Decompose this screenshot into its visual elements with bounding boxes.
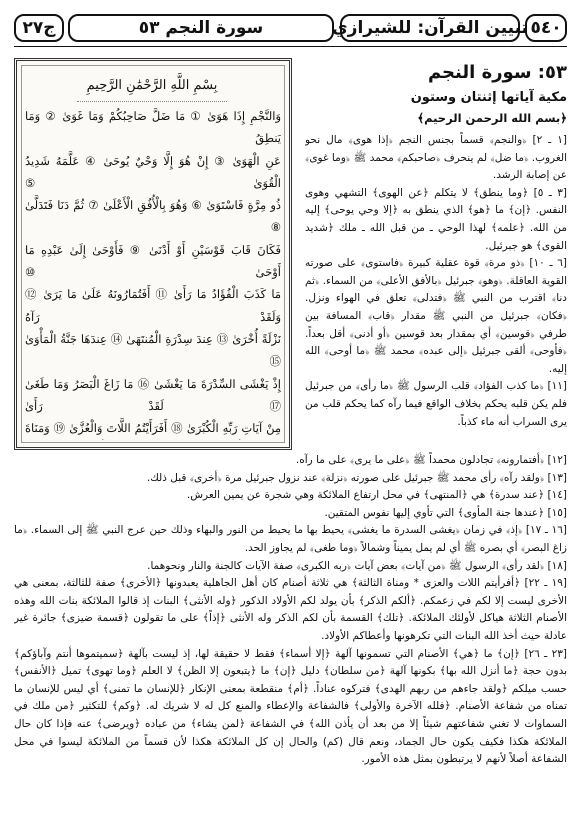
commentary-paragraph: [١٢] ﴿أفتمارونه﴾ تجادلون محمداً ﷺ ﴿على ما يرى﴾ على ما رآه. <box>295 454 567 466</box>
commentary-paragraph: [١٩ ـ ٢٢] ﴿أفرأيتم اللات والعزى * ومناة الثالثة﴾ هي ثلاثة أصنام كان أهل الجاهلية يعبدونها ﴿الأخرى﴾ صفة للثالثة، بمعنى هي الأخرى ليست إلا لكم في زعمكم. ﴿ألكم الذكر﴾ بأن يولد لكم الأولاد الذكور ﴿وله الأنثى﴾ البنات إذ قالوا الملائكة بنات الله وهذه الأصنام الثلاثة هياكل لأولئك الملائكة. ﴿تلك﴾ القسمة بأن لكم الذكر وله الأنثى ﴿إذاً﴾ على ما تقولون ﴿قسمة ضيزى﴾ جائرة غير عادلة حيث أخذ الله البنات التي تكرهونها وأعطاكم الأولاد. <box>14 577 567 642</box>
surah-meta: مكية آياتها إثنتان وستون <box>410 90 567 105</box>
verse-line: مِنْ آيَاتِ رَبِّهِ الْكُبْرَىٰ ⑱ أَفَرَأَيْتُمُ اللَّاتَ وَالْعُزَّىٰ ⑲ وَمَنَاةَ <box>25 421 281 436</box>
basmala-ornament: بِسْمِ اللَّهِ الرَّحْمَٰنِ الرَّحِيمِ <box>77 71 227 102</box>
verse-line: ذُو مِرَّةٍ فَاسْتَوَىٰ ⑥ وَهُوَ بِالْأُفُقِ الْأَعْلَىٰ ⑦ ثُمَّ دَنَا فَتَدَلَّىٰ ⑧ <box>25 198 281 235</box>
quran-verses <box>25 105 281 440</box>
header-rule <box>14 46 567 47</box>
verse-line: فَكَانَ قَابَ قَوْسَيْنِ أَوْ أَدْنَىٰ ⑨ فَأَوْحَىٰ إِلَىٰ عَبْدِهِ مَا أَوْحَىٰ ⑩ <box>25 242 281 280</box>
juz-label: ج٢٧ <box>14 14 64 42</box>
bismillah-line: ﴿بسم الله الرحمن الرحيم﴾ <box>417 111 567 125</box>
commentary-paragraph: [١٣] ﴿ولقد رآه﴾ رأى محمد ﷺ جبرئيل على صورته ﴿نزلة﴾ عند نزول جبرئيل مرة ﴿أخرى﴾ قبل ذلك. <box>146 471 567 484</box>
commentary-paragraph: [٢٣ ـ ٢٦] ﴿إن﴾ ما ﴿هي﴾ الأصنام التي تسمونها آلهة ﴿إلا أسماء﴾ فقط لا حقيقة لها، إذ ليست بآلهة ﴿سميتموها أنتم وآباؤكم﴾ بدون حجة ﴿ما أنزل الله بها﴾ بكونها آلهة ﴿من سلطان﴾ دليل ﴿إن﴾ ما ﴿يتبعون إلا الظن﴾ لا العلم ﴿وما تهوى﴾ تميل ﴿الأنفس﴾ حسب ميلكم ﴿ولقد جاءهم من ربهم الهدى﴾ فتركوه عناداً. ﴿أم﴾ منقطعة بمعنى الإنكار ﴿للإنسان ما تمنى﴾ أي ليس للإنسان ما تمناه من شفاعة الأصنام. ﴿فلله الآخرة والأولى﴾ فالشفاعة والإعطاء والمنع كل له لا شريك له. ﴿وكم﴾ للتكثير ﴿من ملك في السماوات لا تغني شفاعتهم شيئاً إلا من بعد أن يأذن الله﴾ في الشفاعة ﴿لمن يشاء﴾ من عباده ﴿ويرضى﴾ عنه فإذا كان حال الملائكة هكذا فكيف يكون حال الجماد، ونعم قال (كم) والحال إن كل الملائكة هكذا لأن قسماً من الملائكة ليسوا في محل الشفاعة أصلاً لأنهم لا يرتبطون بمثل هذه الأمور. <box>14 647 567 766</box>
commentary-paragraph: [١٥] ﴿عندها جنة المأوى﴾ التي تأوي إليها نفوس المتقين. <box>324 506 567 519</box>
commentary-paragraph: [١٤] ﴿عند سدرة﴾ هي ﴿المنتهى﴾ في محل ارتفاع الملائكة وهي شجرة عن يمين العرش. <box>186 489 567 502</box>
verse-line: نَزْلَةً أُخْرَىٰ ⑬ عِندَ سِدْرَةِ الْمُنتَهَىٰ ⑭ عِندَهَا جَنَّةُ الْمَأْوَىٰ ⑮ <box>25 331 281 369</box>
surah-title: ٥٣: سورة النجم <box>427 62 567 83</box>
quran-text-frame <box>14 58 292 450</box>
verse-line <box>25 439 281 440</box>
commentary-continued <box>14 452 567 827</box>
commentary-column <box>305 58 567 450</box>
surah-label: سورة النجم ٥٣ <box>68 14 334 42</box>
verse-line: وَالنَّجْمِ إِذَا هَوَىٰ ① مَا ضَلَّ صَاحِبُكُمْ وَمَا غَوَىٰ ② وَمَا يَنطِقُ <box>25 109 281 146</box>
page-number: ٥٤٠ <box>525 14 567 42</box>
commentary-paragraph: [١ ـ ٢] ﴿والنجم﴾ قسماً بجنس النجم ﴿إذا هوى﴾ مال نحو الغروب. ﴿ما ضل﴾ لم ينحرف ﴿صاحبكم﴾ محمد ﷺ ﴿وما غوى﴾ عن إصابة الرشد. <box>305 134 567 182</box>
book-title: تبيين القرآن: للشيرازي <box>340 14 520 42</box>
page-header <box>14 14 567 44</box>
commentary-paragraph: [٣ ـ ٥] ﴿وما ينطق﴾ لا يتكلم ﴿عن الهوى﴾ التشهي وهوى النفس. ﴿إن﴾ ما ﴿هو﴾ الذي ينطق به ﴿إلا وحي يوحى﴾ إليه من الله. ﴿علمه﴾ لهذا الوحي ـ من قبل الله ـ ملك ﴿شديد القوى﴾ هو جبرئيل. <box>305 186 567 252</box>
verse-line: عَنِ الْهَوَىٰ ③ إِنْ هُوَ إِلَّا وَحْيٌ يُوحَىٰ ④ عَلَّمَهُ شَدِيدُ الْقُوَىٰ ⑤ <box>25 153 281 190</box>
commentary-paragraph: [٦ ـ ١٠] ﴿ذو مرة﴾ قوة عقلية كبيرة ﴿فاستوى﴾ على صورته القوية العاقلة. ﴿وهو﴾ جبرئيل ﴿بالأفق الأعلى﴾ من السماء. ﴿ثم دنا﴾ اقترب من النبي ﷺ ﴿فتدلى﴾ تعلق في الهواء ونزل. ﴿فكان﴾ جبرئيل من النبي ﷺ مقدار ﴿قاب﴾ المسافة بين طرفي ﴿قوسين﴾ أي بمقدار بعد قوسين ﴿أو أدنى﴾ أقل بعداً. ﴿فأوحى﴾ ألقى جبرئيل ﴿إلى عبده﴾ محمد ﷺ ﴿ما أوحى﴾ الله إليه. <box>305 257 567 375</box>
verse-line: إِذْ يَغْشَى السِّدْرَةَ مَا يَغْشَىٰ ⑯ مَا زَاغَ الْبَصَرُ وَمَا طَغَىٰ ⑰ لَقَدْ رَأَىٰ <box>25 376 281 413</box>
commentary-paragraph: [١٦ ـ ١٧] ﴿إذ﴾ في زمان ﴿يغشى السدرة ما يغشى﴾ يحيط بها ما يحيط من النور والبهاء وذلك حين عرج النبي ﷺ إلى السماء. ﴿ما زاغ البصر﴾ أي بصره ﷺ أي لم يمل يميناً وشمالاً ﴿وما طغى﴾ لم يجاوز الحد. <box>14 524 567 554</box>
commentary-paragraph: [١٨] ﴿لقد رأى﴾ الرسول ﷺ ﴿من آيات﴾ بعض آيات ﴿ربه الكبرى﴾ صفة الآيات كالجنة والنار ونحوهما. <box>147 559 567 572</box>
verse-line: مَا كَذَبَ الْفُؤَادُ مَا رَأَىٰ ⑪ أَفَتُمَارُونَهُ عَلَىٰ مَا يَرَىٰ ⑫ وَلَقَدْ رَآهُ <box>25 287 281 324</box>
commentary-paragraph: [١١] ﴿ما كذب الفؤاد﴾ قلب الرسول ﷺ ﴿ما رأى﴾ من جبرئيل فلم يكن قلبه يحكم بخلاف الواقع فيما رآه كما يحكم قلب من يرى السراب أنه ماء كذباً. <box>305 380 567 428</box>
